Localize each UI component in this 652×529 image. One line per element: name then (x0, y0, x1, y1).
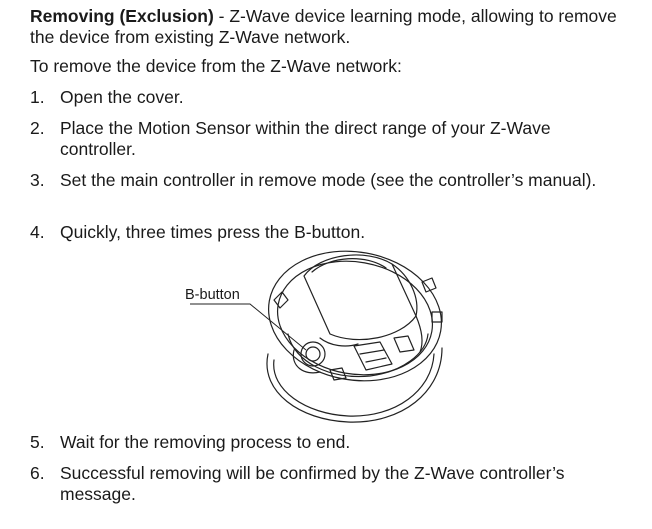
step-text: Successful removing will be confirmed by the Z-Wave controller’s message. (60, 463, 565, 504)
step-text: Place the Motion Sensor within the direct range of your Z-Wave controller. (60, 118, 551, 159)
step-number: 3. (30, 170, 45, 190)
step-item (30, 463, 630, 505)
step-text: Quickly, three times press the B-button. (60, 222, 366, 242)
callout-leader-line (190, 304, 306, 350)
step-item (30, 432, 630, 453)
step-number: 6. (30, 463, 45, 483)
intro-text: - Z-Wave device learning mode, allowing to remove the device from existing Z-Wave network. (30, 6, 617, 47)
step-text: Wait for the removing process to end. (60, 432, 351, 452)
motion-sensor-open-cover-illustration (170, 242, 470, 426)
step-text: Set the main controller in remove mode (see the controller’s manual). (60, 170, 597, 190)
step-number: 1. (30, 87, 45, 107)
step-number: 2. (30, 118, 45, 138)
intro-paragraph (30, 6, 630, 48)
step-item (30, 118, 630, 160)
step-item (30, 87, 630, 108)
lead-sentence: To remove the device from the Z-Wave network: (30, 56, 402, 76)
step-item (30, 170, 630, 191)
callout-label-b-button: B-button (185, 287, 240, 303)
step-number: 5. (30, 432, 45, 452)
step-number: 4. (30, 222, 45, 242)
step-text: Open the cover. (60, 87, 184, 107)
section-heading: Removing (Exclusion) (30, 6, 214, 26)
step-item (30, 222, 630, 243)
